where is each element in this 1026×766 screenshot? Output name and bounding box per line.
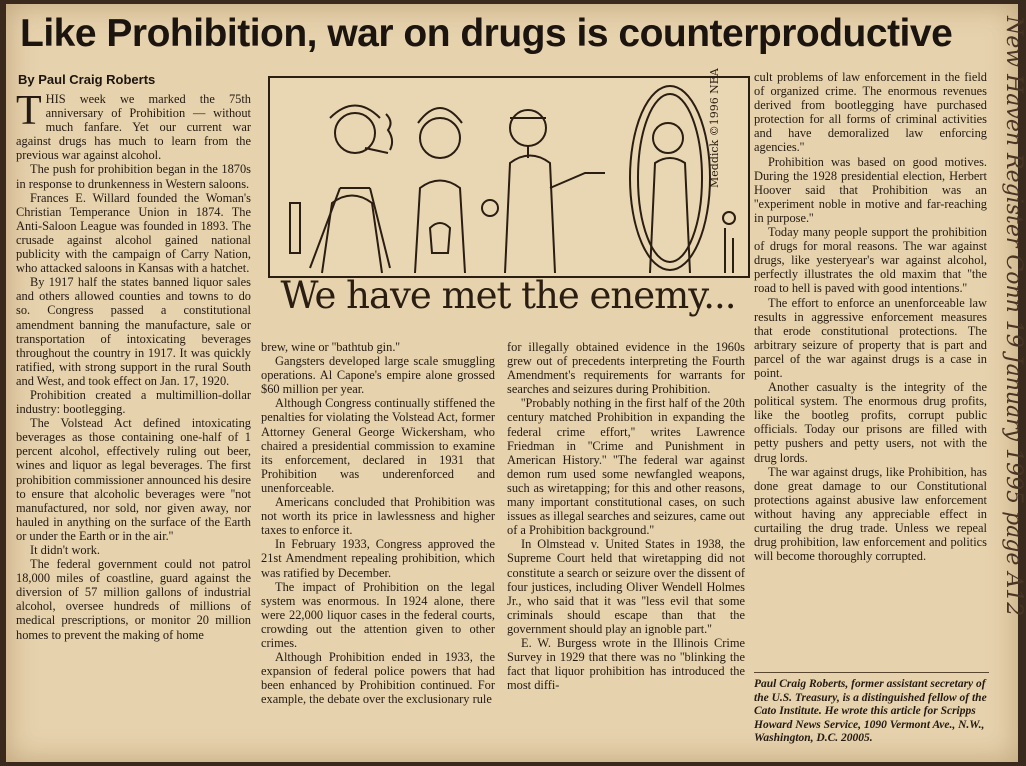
paragraph: for illegally obtained evidence in the 1960s grew out of precedents interpreting the Fourth Amendment's requirements for warrants for searches and seizures during Prohibition.	[507, 340, 745, 397]
article-column-4	[754, 70, 987, 670]
editorial-cartoon	[268, 68, 750, 278]
paragraph: It didn't work.	[30, 543, 101, 557]
paragraph: The impact of Prohibition on the legal system was enormous. In 1924 alone, there were 22,000 liquor cases in the federal courts, crowding out the attention given to other crimes.	[261, 579, 495, 650]
paragraph: By 1917 half the states banned liquor sales and others allowed counties and towns to do so. Congress passed a constitutional amendment banning the manufacture, sale or transportation of intoxicating beverages throughout the country in 1917. It was quickly ratified, with strong support in the rural South and West, and took effect on Jan. 17, 1920.	[16, 275, 251, 388]
paragraph: cult problems of law enforcement in the field of organized crime. The enormous revenues derived from bootlegging have purchased protection for all forms of criminal activities and have demoralized law enforcing agencies.''	[754, 70, 987, 155]
headline: Like Prohibition, war on drugs is counterproductive	[20, 12, 953, 55]
paragraph: E. W. Burgess wrote in the Illinois Crime Survey in 1929 that there was no ''blinking the fact that liquor prohibition has introduced the most diffi-	[507, 635, 745, 693]
article-column-2	[261, 340, 495, 760]
paragraph: The effort to enforce an unenforceable law results in aggressive enforcement measures that erode constitutional protections. The arbitrary seizure of property that is part and parcel of the war against drugs is a case in point.	[754, 295, 987, 380]
paragraph: Prohibition created a multimillion-dollar industry: bootlegging.	[16, 387, 251, 417]
cartoon-drawing	[270, 68, 748, 276]
cartoon-caption: We have met the enemy...	[280, 274, 736, 317]
paragraph: Although Prohibition ended in 1933, the expansion of federal police powers that had been enhanced by Prohibition continued. For example, the debate over the exclusionary rule	[261, 650, 495, 707]
paragraph: Gangsters developed large scale smuggling operations. Al Capone's empire alone grossed $60 million per year.	[261, 354, 495, 397]
paragraph: The push for prohibition began in the 1870s in response to drunkenness in Western saloons.	[16, 162, 251, 191]
paragraph: Another casualty is the integrity of the political system. The enormous drug profits, like the bootleg profits, corrupt public officials. Today our prisons are filled with petty pushers and petty users, not with the drug lords.	[754, 380, 987, 465]
paragraph: Prohibition was based on good motives. During the 1928 presidential election, Herbert Hoover said that Prohibition was an ''experiment noble in motive and far-reaching in purpose.''	[754, 154, 987, 225]
paragraph: Today many people support the prohibition of drugs for moral reasons. The war against drugs, like yesteryear's war against alcohol, perfectly illustrates the old maxim that ''the road to hell is paved with good intentions.''	[754, 225, 987, 296]
paragraph: Although Congress continually stiffened the penalties for violating the Volstead Act, former Attorney General George Wickersham, who chaired a presidential commission to examine its enforcement, declared in 1931 that Prohibition was underenforced and unenforceable.	[261, 396, 495, 495]
drop-cap: T	[16, 88, 42, 134]
paragraph: ''Probably nothing in the first half of the 20th century matched Prohibition in expanding the federal crime effort,'' writes Lawrence Friedman in ''Crime and Punishment in American History.'' ''The federal war against demon rum used some newfangled weapons, such as wiretapping; for this and other reasons, many important constitutional cases, on such issues as illegal searches and seizures, came out of a Prohibition background.''	[507, 396, 745, 538]
paragraph: The Volstead Act defined intoxicating beverages as those containing one-half of 1 percent alcohol, effectively ruling out beer, wines and liquor as legal beverages. The first prohibition commissioner announced his desire to ensure that alcoholic beverages were ''not manufactured, nor sold, nor given away, nor hauled in anything on the surface of the Earth or under the Earth or in the air.''	[16, 416, 251, 543]
article-column-3	[507, 340, 745, 760]
cartoonist-signature: Meddick ©1996 NEA	[708, 68, 721, 188]
author-bio: Paul Craig Roberts, former assistant secretary of the U.S. Treasury, is a distinguished fellow of the Cato Institute. He wrote this article for Scripps Howard News Service, 1090 Vermont Ave., N.W., Washington, D.C. 20005.	[754, 672, 989, 746]
paragraph: brew, wine or ''bathtub gin.''	[261, 340, 400, 354]
paragraph: In Olmstead v. United States in 1938, the Supreme Court held that wiretapping did not constitute a search or seizure over the dissent of four justices, including Oliver Wendell Holmes Jr., who said that it was ''less evil that some criminals should escape than that the government should play an ignoble part.''	[507, 537, 745, 636]
paragraph: Americans concluded that Prohibition was not worth its price in lawlessness and higher taxes to enforce it.	[261, 495, 495, 538]
paragraph-1: THIS week we marked the 75th anniversary of Prohibition — without much fanfare. Yet our current war against drugs has much to learn from the previous war against alcohol.	[16, 88, 251, 163]
newspaper-clipping	[6, 4, 1026, 762]
paragraph: The federal government could not patrol 18,000 miles of coastline, guard against the diversion of 57 million gallons of industrial alcohol, oversee hundreds of millions of medical prescriptions, or monitor 20 million homes to prevent the making of home	[16, 557, 251, 642]
paragraph: Frances E. Willard founded the Woman's Christian Temperance Union in 1874. The Anti-Saloon League was founded in 1893. The crusade against alcohol gained national publicity with the campaign of Carry Nation, who attacked saloons in Kansas with a hatchet.	[16, 190, 251, 276]
byline: By Paul Craig Roberts	[18, 72, 156, 87]
paragraph: In February 1933, Congress approved the 21st Amendment repealing prohibition, which was ratified by December.	[261, 537, 495, 580]
paragraph: The war against drugs, like Prohibition, has done great damage to our Constitutional protections against abusive law enforcement without having any appreciable effect in curtailing the drug trade. Unless we repeal drug prohibition, law enforcement and politics will become thoroughly corrupted.	[754, 464, 987, 564]
handwritten-source-note: New Haven Register Conn 19 January 1995 page A12	[1001, 16, 1026, 617]
article-column-1	[16, 88, 251, 757]
